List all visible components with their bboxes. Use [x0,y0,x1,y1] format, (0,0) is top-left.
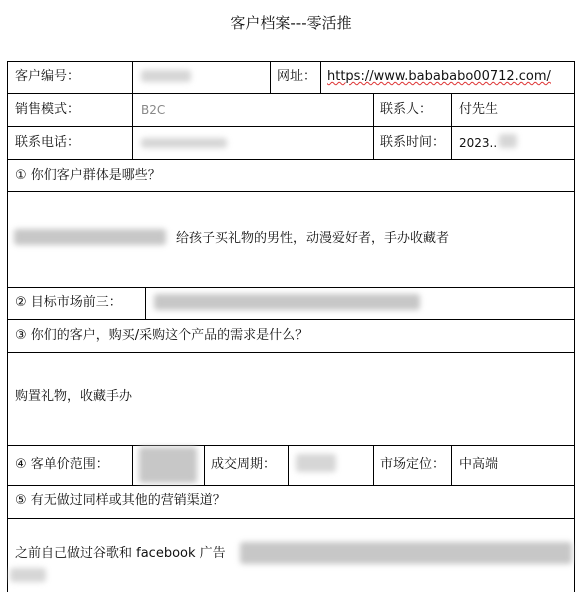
table-border-right [574,61,575,592]
sales-mode-value: B2C [141,103,166,117]
answer-5-redacted-continuation [10,568,46,582]
table-border-left [7,61,8,592]
answer-5-redacted [240,542,572,564]
contact-person-label: 联系人： [380,102,433,117]
table-divider [451,445,452,485]
answer-1-redacted [14,229,166,245]
website-label: 网址： [277,69,317,84]
contact-person-value: 付先生 [459,102,499,117]
table-divider [373,445,374,485]
price-range-label: ④ 客单价范围： [15,457,109,472]
question-1: ① 你们客户群体是哪些？ [15,168,161,183]
table-divider [7,159,575,160]
question-3: ③ 你们的客户，购买/采购这个产品的需求是什么？ [15,328,309,343]
table-divider [145,287,146,319]
table-divider [7,485,575,486]
contact-time-redacted [499,134,517,148]
deal-cycle-redacted [296,454,336,472]
website-link[interactable]: https://www.babababo00712.com/ [327,69,551,84]
table-divider [132,61,133,159]
price-range-redacted [139,447,197,483]
deal-cycle-label: 成交周期： [211,457,277,472]
question-2: ② 目标市场前三： [15,295,122,310]
answer-1: 给孩子买礼物的男性，动漫爱好者，手办收藏者 [176,231,450,246]
table-divider [7,352,575,353]
table-divider [7,126,575,127]
customer-id-label: 客户编号： [15,69,81,84]
table-divider [7,287,575,288]
target-markets-redacted [154,294,420,310]
answer-3: 购置礼物，收藏手办 [15,389,133,404]
table-border-top [7,61,575,62]
table-divider [7,93,575,94]
answer-5: 之前自己做过谷歌和 facebook 广告 [15,546,226,561]
table-divider [7,319,575,320]
document-title: 客户档案---零活推 [230,14,352,32]
table-divider [132,445,133,485]
sales-mode-label: 销售模式： [15,102,81,117]
table-divider [451,93,452,159]
table-divider [320,61,321,93]
table-divider [7,445,575,446]
phone-redacted [141,138,227,148]
market-position-label: 市场定位： [380,457,446,472]
contact-time-value: 2023.. [459,136,498,150]
customer-id-redacted [141,70,191,82]
contact-time-label: 联系时间： [380,135,446,150]
market-position-value: 中高端 [459,457,499,472]
table-divider [7,518,575,519]
table-divider [373,93,374,159]
table-divider [288,445,289,485]
question-5: ⑤ 有无做过同样或其他的营销渠道？ [15,493,226,508]
table-divider [270,61,271,93]
table-divider [204,445,205,485]
phone-label: 联系电话： [15,135,81,150]
table-divider [7,191,575,192]
